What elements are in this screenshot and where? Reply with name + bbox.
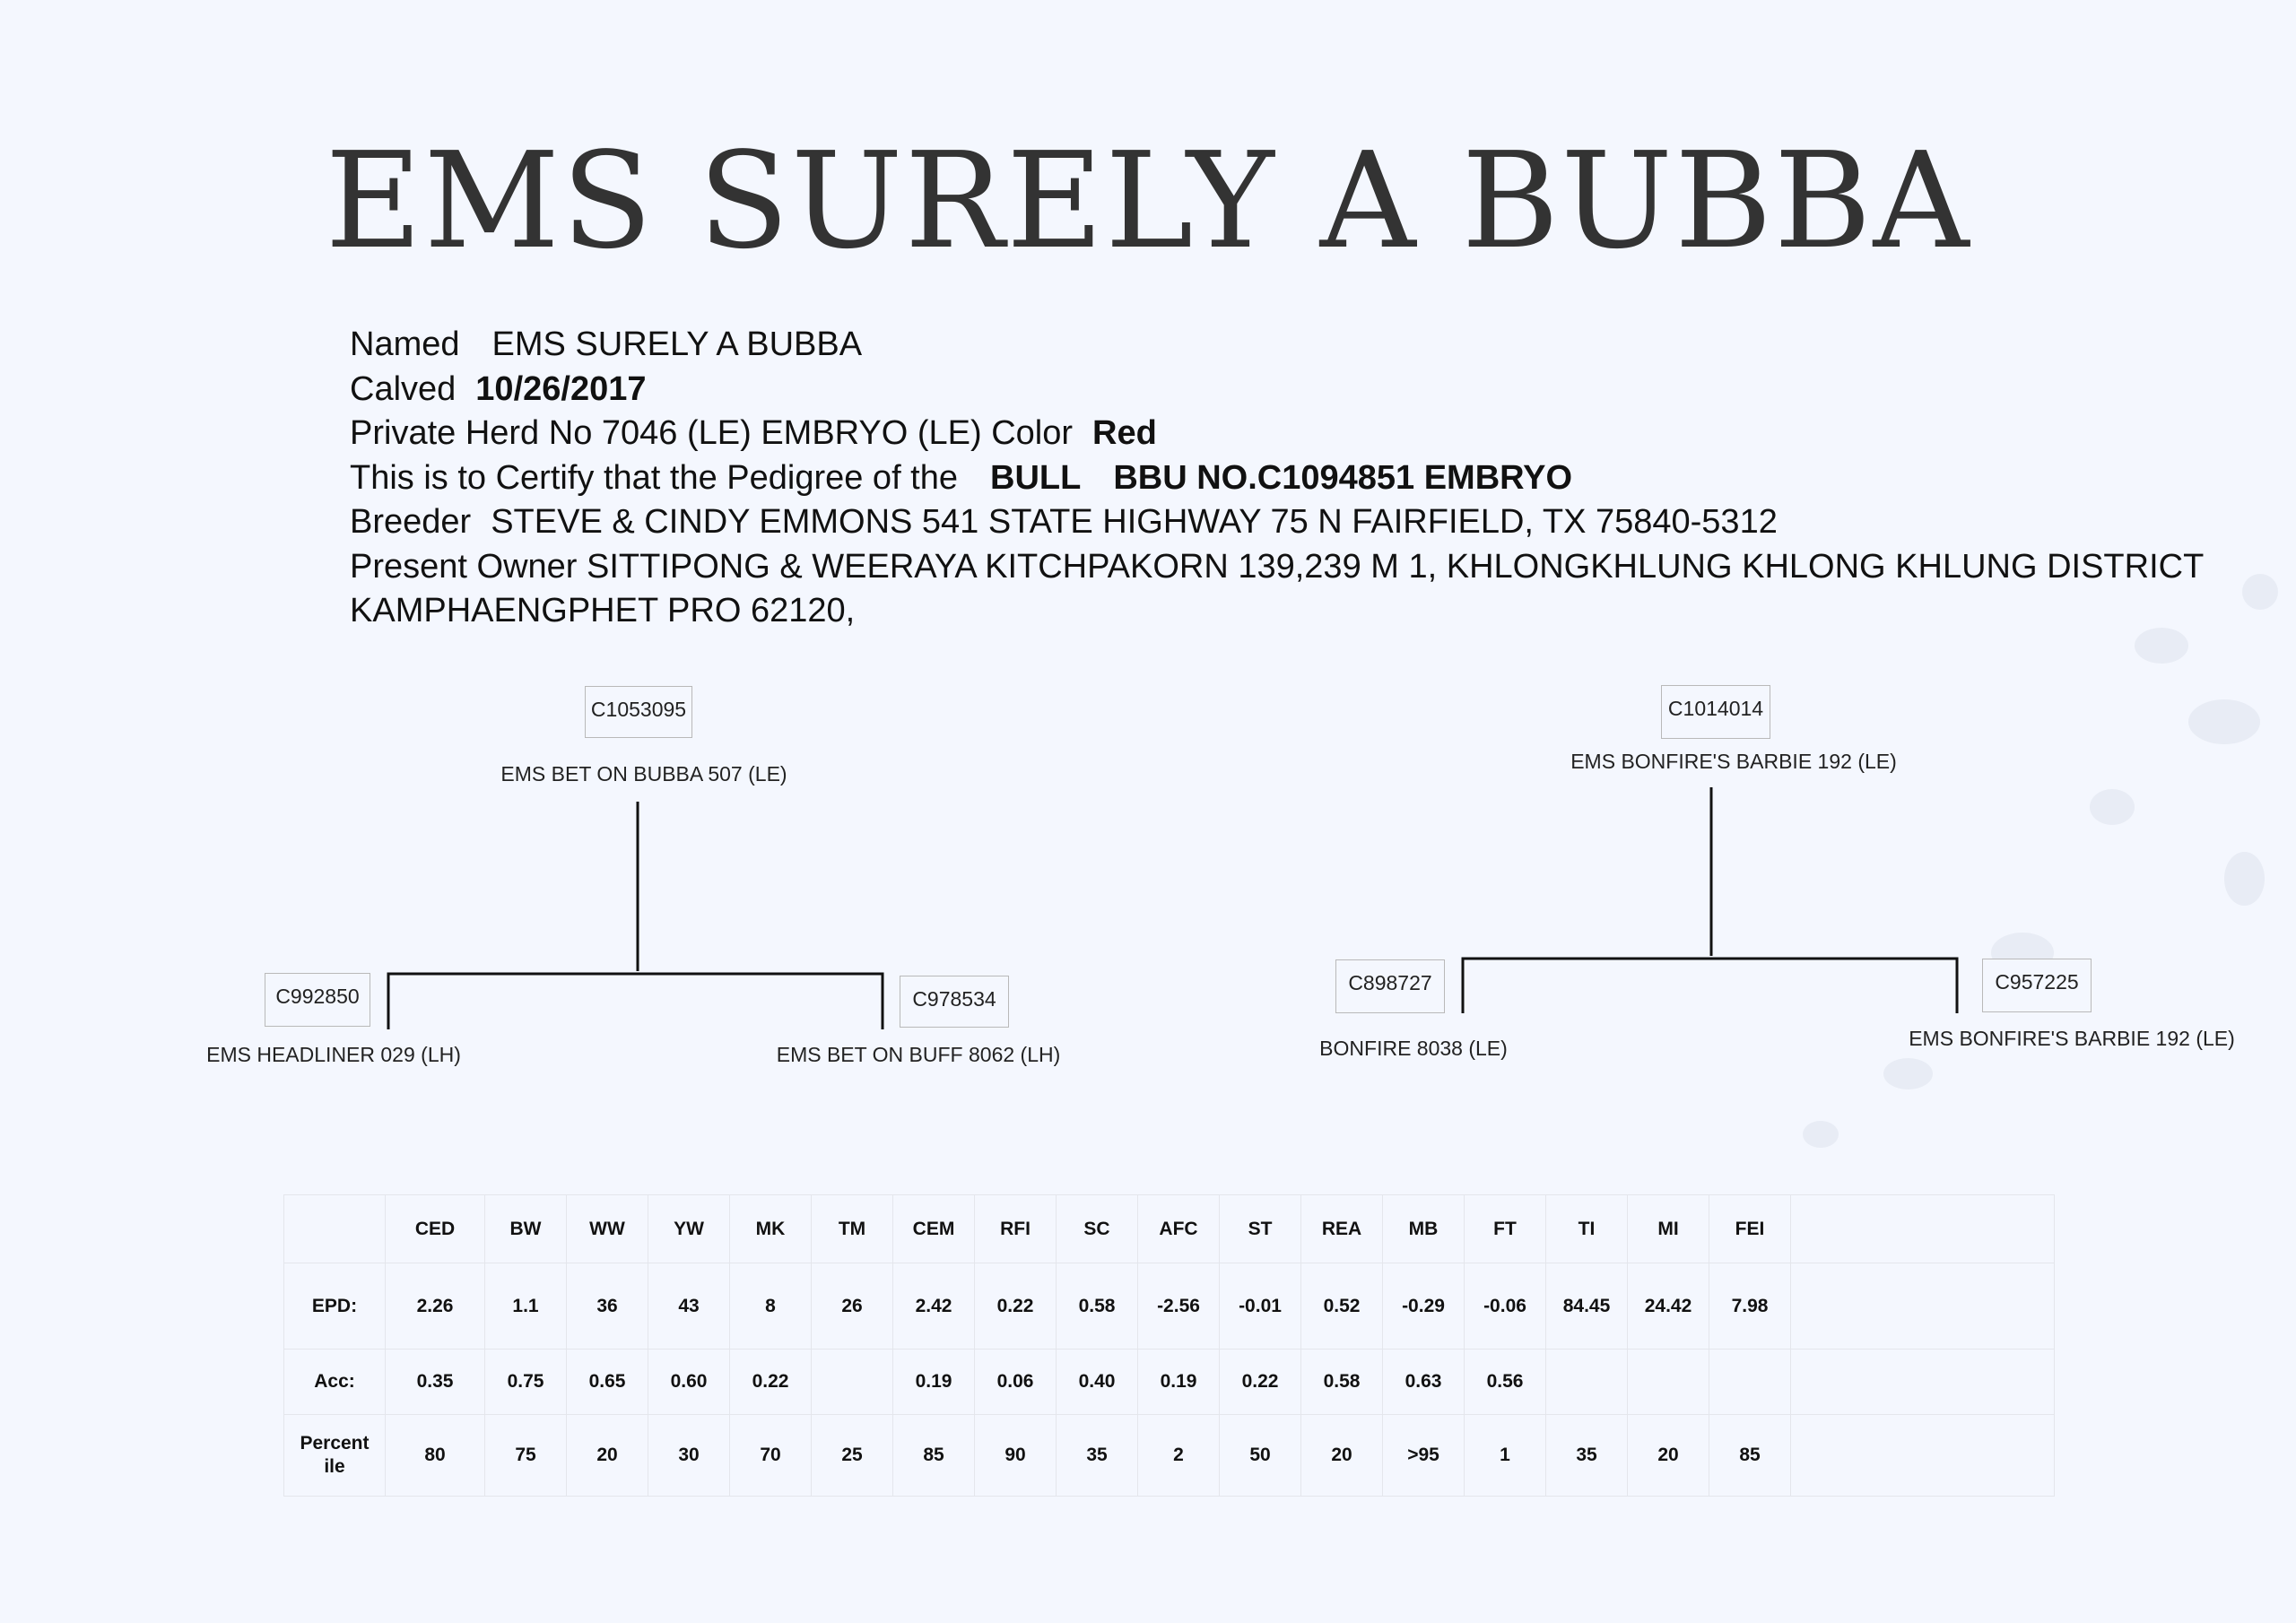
owner-value-2: KAMPHAENGPHET PRO 62120, (350, 592, 856, 629)
epd-cell: -0.01 (1220, 1263, 1301, 1350)
epd-cell: -0.06 (1465, 1263, 1546, 1350)
sire-sire-id-box (265, 973, 370, 1027)
epd-row-label: Percent ile (284, 1415, 386, 1497)
epd-row-label: Acc: (284, 1350, 386, 1415)
epd-header-cell: MI (1628, 1195, 1709, 1263)
epd-cell: 80 (386, 1415, 485, 1497)
epd-header-cell: TI (1546, 1195, 1628, 1263)
breeder-value: STEVE & CINDY EMMONS 541 STATE HIGHWAY 75 N FAIRFIELD, TX 75840-5312 (491, 503, 1778, 541)
epd-cell: >95 (1383, 1415, 1465, 1497)
epd-cell: 0.52 (1301, 1263, 1383, 1350)
epd-cell: 50 (1220, 1415, 1301, 1497)
dam-sire-name: BONFIRE 8038 (LE) (1319, 1037, 1508, 1060)
epd-cell: 24.42 (1628, 1263, 1709, 1350)
sire-sire-name: EMS HEADLINER 029 (LH) (206, 1043, 461, 1066)
epd-cell: 1 (1465, 1415, 1546, 1497)
epd-cell: 2 (1138, 1415, 1220, 1497)
epd-cell: 0.19 (893, 1350, 975, 1415)
epd-cell: 0.75 (485, 1350, 567, 1415)
epd-cell: 70 (730, 1415, 812, 1497)
epd-cell: 0.35 (386, 1350, 485, 1415)
herd-label: Private Herd No 7046 (LE) EMBRYO (LE) Color (350, 414, 1074, 452)
epd-cell (812, 1350, 893, 1415)
sire-dam-id: C978534 (912, 987, 996, 1011)
epd-cell: 0.22 (730, 1350, 812, 1415)
epd-cell: 26 (812, 1263, 893, 1350)
epd-cell: 85 (1709, 1415, 1791, 1497)
epd-row-epd (284, 1263, 2055, 1350)
page-title: EMS SURELY A BUBBA (325, 124, 1971, 278)
dam-dam-id-box (1982, 959, 2092, 1012)
epd-row-percentile (284, 1415, 2055, 1497)
dam-dam-name: EMS BONFIRE'S BARBIE 192 (LE) (1909, 1027, 2235, 1050)
epd-cell: 20 (567, 1415, 648, 1497)
sire-id-box (585, 686, 692, 738)
epd-cell (1791, 1415, 2055, 1497)
epd-cell: 85 (893, 1415, 975, 1497)
epd-header-cell: CEM (893, 1195, 975, 1263)
epd-cell: 25 (812, 1415, 893, 1497)
epd-cell: 30 (648, 1415, 730, 1497)
epd-cell: 1.1 (485, 1263, 567, 1350)
epd-row-acc (284, 1350, 2055, 1415)
epd-header-cell: MB (1383, 1195, 1465, 1263)
epd-cell: 35 (1546, 1415, 1628, 1497)
epd-cell: 0.22 (975, 1263, 1057, 1350)
dam-dam-id: C957225 (1995, 970, 2079, 994)
epd-cell: 0.65 (567, 1350, 648, 1415)
epd-cell: 20 (1628, 1415, 1709, 1497)
epd-header-cell: WW (567, 1195, 648, 1263)
epd-header-cell: FEI (1709, 1195, 1791, 1263)
epd-cell: 43 (648, 1263, 730, 1350)
epd-header-cell (1791, 1195, 2055, 1263)
epd-header-cell: REA (1301, 1195, 1383, 1263)
epd-table (283, 1194, 2055, 1497)
dam-name: EMS BONFIRE'S BARBIE 192 (LE) (1570, 750, 1897, 773)
epd-header-cell: RFI (975, 1195, 1057, 1263)
epd-cell: 8 (730, 1263, 812, 1350)
epd-cell: 0.22 (1220, 1350, 1301, 1415)
owner-label: Present Owner (350, 547, 578, 586)
epd-cell (1628, 1350, 1709, 1415)
epd-header-cell: AFC (1138, 1195, 1220, 1263)
epd-header-cell: MK (730, 1195, 812, 1263)
epd-cell (1709, 1350, 1791, 1415)
epd-header-cell: BW (485, 1195, 567, 1263)
epd-header-cell: YW (648, 1195, 730, 1263)
dam-id: C1014014 (1667, 697, 1764, 720)
epd-cell: 0.19 (1138, 1350, 1220, 1415)
epd-cell: -2.56 (1138, 1263, 1220, 1350)
sire-sire-id: C992850 (275, 985, 360, 1008)
named-value: EMS SURELY A BUBBA (491, 325, 863, 363)
epd-cell: -0.29 (1383, 1263, 1465, 1350)
epd-row-label: EPD: (284, 1263, 386, 1350)
epd-cell: 0.63 (1383, 1350, 1465, 1415)
epd-header-row (284, 1195, 2055, 1263)
epd-cell: 35 (1057, 1415, 1138, 1497)
dam-sire-id: C898727 (1348, 971, 1432, 994)
epd-cell: 90 (975, 1415, 1057, 1497)
epd-cell: 0.06 (975, 1350, 1057, 1415)
epd-cell: 2.42 (893, 1263, 975, 1350)
epd-cell: 0.58 (1301, 1350, 1383, 1415)
epd-cell: 84.45 (1546, 1263, 1628, 1350)
epd-cell: 0.40 (1057, 1350, 1138, 1415)
dam-sire-id-box (1335, 959, 1445, 1013)
sire-dam-name: EMS BET ON BUFF 8062 (LH) (776, 1043, 1061, 1066)
sex-value: BULL (990, 458, 1082, 497)
epd-cell: 0.58 (1057, 1263, 1138, 1350)
sire-dam-id-box (900, 976, 1009, 1028)
epd-header-cell (284, 1195, 386, 1263)
epd-header-cell: CED (386, 1195, 485, 1263)
epd-cell (1791, 1350, 2055, 1415)
epd-cell: 75 (485, 1415, 567, 1497)
epd-cell (1791, 1263, 2055, 1350)
sire-id: C1053095 (590, 698, 687, 721)
epd-cell: 20 (1301, 1415, 1383, 1497)
epd-header-cell: ST (1220, 1195, 1301, 1263)
epd-header-cell: SC (1057, 1195, 1138, 1263)
color-value: Red (1092, 414, 1157, 452)
sire-name: EMS BET ON BUBBA 507 (LE) (500, 762, 787, 785)
calved-value: 10/26/2017 (475, 369, 647, 408)
epd-cell: 7.98 (1709, 1263, 1791, 1350)
certify-label: This is to Certify that the Pedigree of the (350, 458, 959, 497)
named-label: Named (350, 325, 460, 363)
calved-label: Calved (350, 369, 457, 408)
epd-cell: 0.60 (648, 1350, 730, 1415)
epd-header-cell: TM (812, 1195, 893, 1263)
owner-value: SITTIPONG & WEERAYA KITCHPAKORN 139,239 M 1, KHLONGKHLUNG KHLONG KHLUNG DISTRICT (587, 547, 2205, 586)
breeder-label: Breeder (350, 503, 472, 541)
epd-cell: 36 (567, 1263, 648, 1350)
registration-number: BBU NO.C1094851 EMBRYO (1113, 458, 1573, 497)
epd-cell: 0.56 (1465, 1350, 1546, 1415)
epd-cell: 2.26 (386, 1263, 485, 1350)
epd-header-cell: FT (1465, 1195, 1546, 1263)
epd-cell (1546, 1350, 1628, 1415)
dam-id-box (1661, 685, 1770, 739)
